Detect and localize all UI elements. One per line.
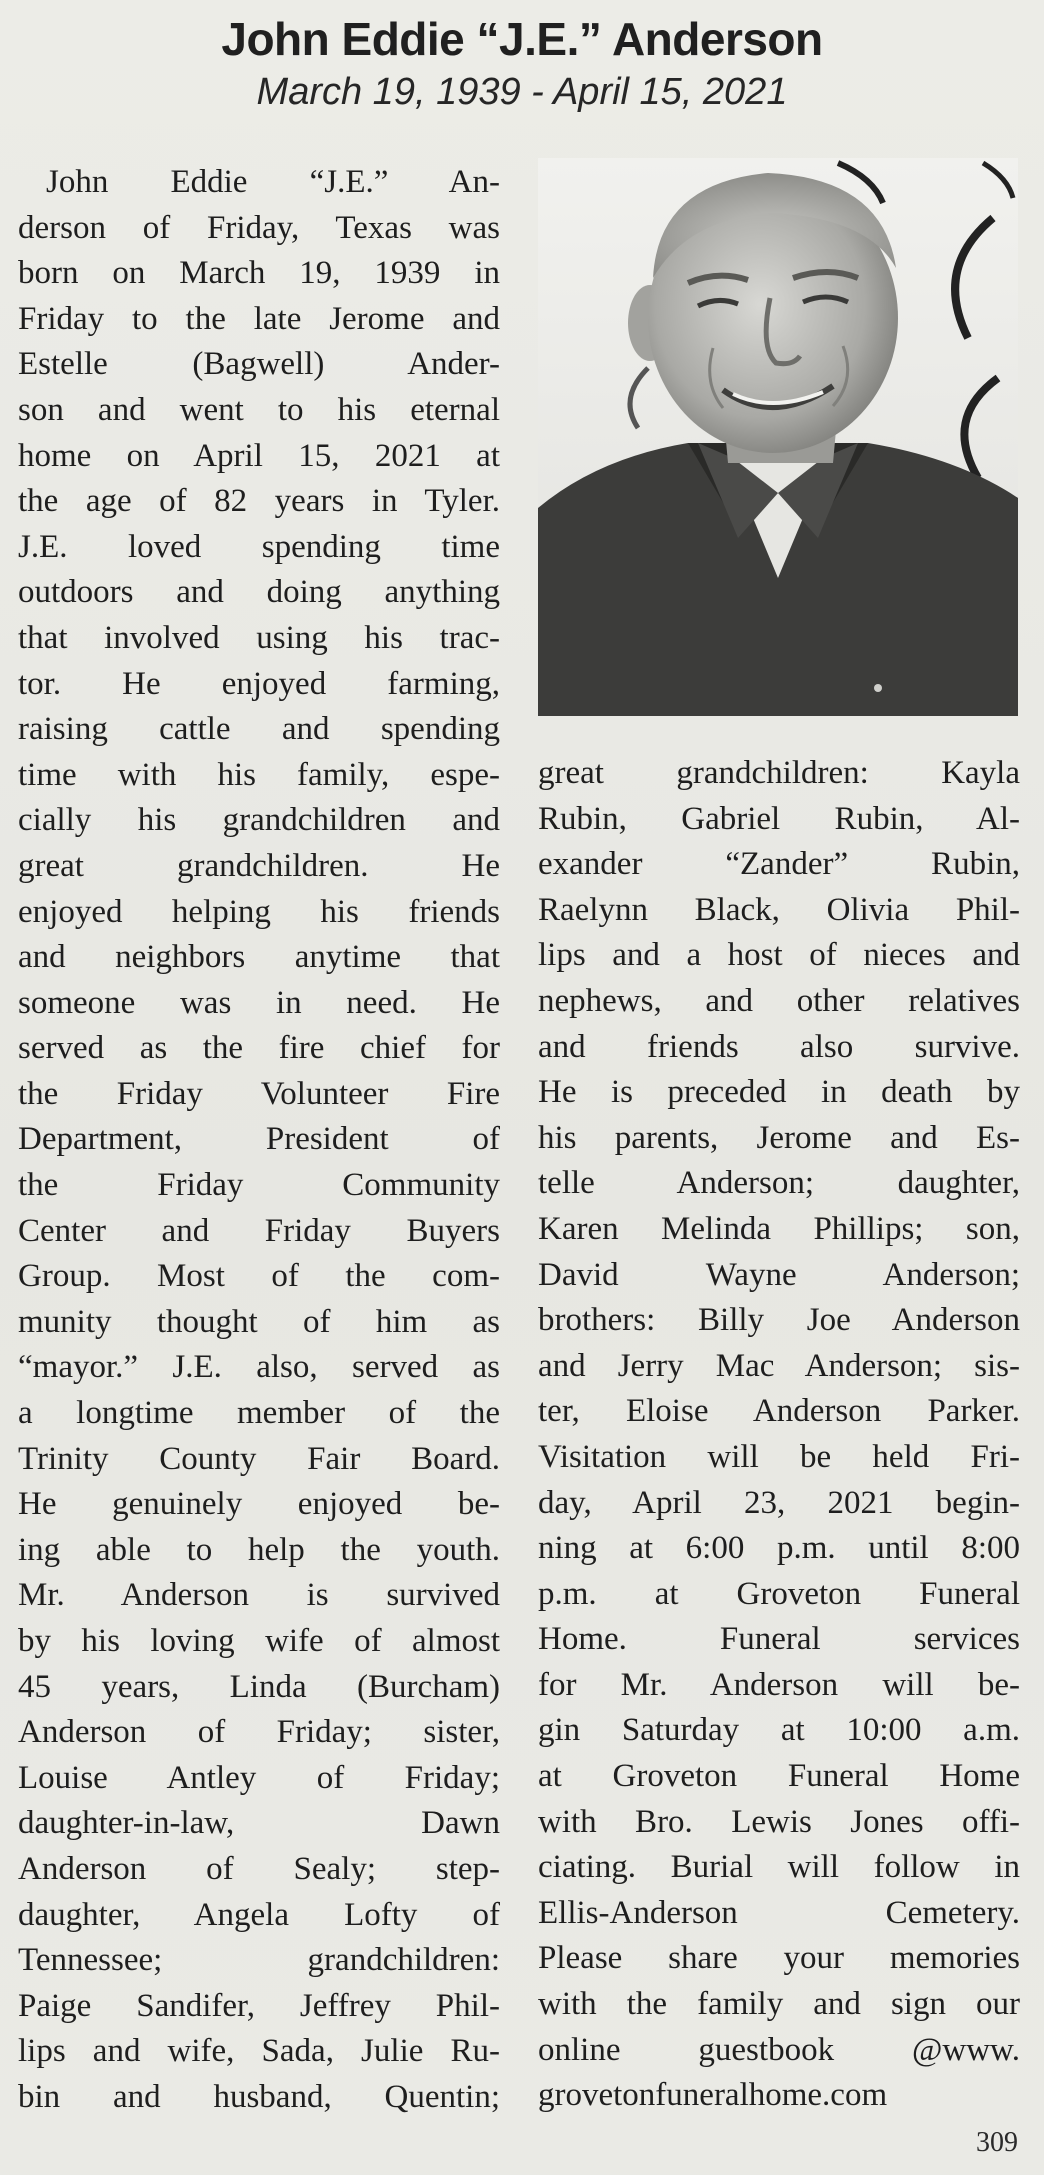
text-line: lips and a host of nieces and (538, 937, 1020, 974)
text-line: He genuinely enjoyed be- (18, 1486, 500, 1523)
text-line: served as the fire chief for (18, 1030, 500, 1067)
text-line: and friends also survive. (538, 1028, 1020, 1065)
text-line: home on April 15, 2021 at (18, 437, 500, 474)
text-line: Raelynn Black, Olivia Phil- (538, 891, 1020, 928)
text-line: Ellis-Anderson Cemetery. (538, 1894, 1020, 1931)
obituary-title: John Eddie “J.E.” Anderson (221, 13, 823, 65)
text-line: with the family and sign our (538, 1986, 1020, 2023)
text-line: a longtime member of the (18, 1395, 500, 1432)
text-line: Visitation will be held Fri- (538, 1438, 1020, 1475)
text-line: Group. Most of the com- (18, 1258, 500, 1295)
text-line: raising cattle and spending (18, 711, 500, 748)
text-line: time with his family, espe- (18, 756, 500, 793)
text-line: p.m. at Groveton Funeral (538, 1575, 1020, 1612)
text-line: derson of Friday, Texas was (18, 209, 500, 246)
text-line: ing able to help the youth. (18, 1531, 500, 1568)
text-line: at Groveton Funeral Home (538, 1758, 1020, 1795)
text-line: the age of 82 years in Tyler. (18, 483, 500, 520)
text-line: and neighbors anytime that (18, 939, 500, 976)
text-line: and Jerry Mac Anderson; sis- (538, 1347, 1020, 1384)
text-line: cially his grandchildren and (18, 802, 500, 839)
text-line: by his loving wife of almost (18, 1623, 500, 1659)
text-line: that involved using his trac- (18, 619, 500, 656)
text-line: Anderson of Sealy; step- (18, 1850, 500, 1887)
text-line: someone was in need. He (18, 984, 500, 1021)
text-line: J.E. loved spending time (18, 528, 500, 565)
text-line: gin Saturday at 10:00 a.m. (538, 1712, 1020, 1749)
text-line: day, April 23, 2021 begin- (538, 1484, 1020, 1521)
text-line: exander “Zander” Rubin, (538, 846, 1020, 883)
text-line: 45 years, Linda (Burcham) (18, 1668, 500, 1705)
text-line: nephews, and other relatives (538, 982, 1020, 1019)
text-line: born on March 19, 1939 in (18, 255, 500, 292)
life-dates: March 19, 1939 - April 15, 2021 (256, 71, 788, 113)
text-line: the Friday Community (18, 1167, 500, 1204)
text-line: daughter-in-law, Dawn (18, 1805, 500, 1842)
text-line: Trinity County Fair Board. (18, 1440, 500, 1477)
text-line: bin and husband, Quentin; (18, 2078, 500, 2115)
text-line: Center and Friday Buyers (18, 1212, 500, 1249)
text-line: daughter, Angela Lofty of (18, 1896, 500, 1933)
text-line: the Friday Volunteer Fire (18, 1075, 500, 1112)
text-line: great grandchildren: Kayla (538, 755, 1020, 791)
text-line: lips and wife, Sada, Julie Ru- (18, 2033, 500, 2070)
text-line: Karen Melinda Phillips; son, (538, 1210, 1020, 1247)
text-line: “mayor.” J.E. also, served as (18, 1349, 500, 1386)
text-line: telle Anderson; daughter, (538, 1165, 1020, 1202)
text-line: Please share your memories (538, 1940, 1020, 1977)
text-line: son and went to his eternal (18, 391, 500, 428)
text-line: ciating. Burial will follow in (538, 1849, 1020, 1886)
text-line: Tennessee; grandchildren: (18, 1942, 500, 1979)
text-line: Rubin, Gabriel Rubin, Al- (538, 800, 1020, 837)
portrait-photo (538, 158, 1018, 716)
text-line: Paige Sandifer, Jeffrey Phil- (18, 1987, 500, 2024)
text-line-website: grovetonfuneralhome.com (538, 2077, 888, 2114)
text-line: Mr. Anderson is survived (18, 1577, 500, 1614)
text-line: outdoors and doing anything (18, 574, 500, 611)
text-line: Louise Antley of Friday; (18, 1759, 500, 1796)
text-line: his parents, Jerome and Es- (538, 1119, 1020, 1156)
text-line: enjoyed helping his friends (18, 893, 500, 930)
text-line: great grandchildren. He (18, 847, 500, 884)
text-line: munity thought of him as (18, 1303, 500, 1340)
text-line: for Mr. Anderson will be- (538, 1666, 1020, 1703)
text-line: Home. Funeral services (538, 1621, 1020, 1658)
text-line: brothers: Billy Joe Anderson (538, 1302, 1020, 1339)
text-line: ter, Eloise Anderson Parker. (538, 1393, 1020, 1430)
portrait-photo-icon (538, 158, 1018, 716)
text-line: with Bro. Lewis Jones offi- (538, 1803, 1020, 1840)
text-line: Friday to the late Jerome and (18, 300, 500, 337)
text-line: online guestbook @www. (538, 2031, 1020, 2068)
text-line: ning at 6:00 p.m. until 8:00 (538, 1530, 1020, 1567)
text-line: tor. He enjoyed farming, (18, 665, 500, 702)
page-number: 309 (976, 2127, 1018, 2158)
text-line: David Wayne Anderson; (538, 1256, 1020, 1293)
obituary-left-column (18, 160, 500, 2121)
text-line: Estelle (Bagwell) Ander- (18, 346, 500, 383)
text-line: Department, President of (18, 1121, 500, 1158)
text-line: Anderson of Friday; sister, (18, 1714, 500, 1751)
obituary-right-column (538, 751, 1020, 2119)
text-line: John Eddie “J.E.” An- (46, 164, 500, 200)
text-line: He is preceded in death by (538, 1074, 1020, 1111)
